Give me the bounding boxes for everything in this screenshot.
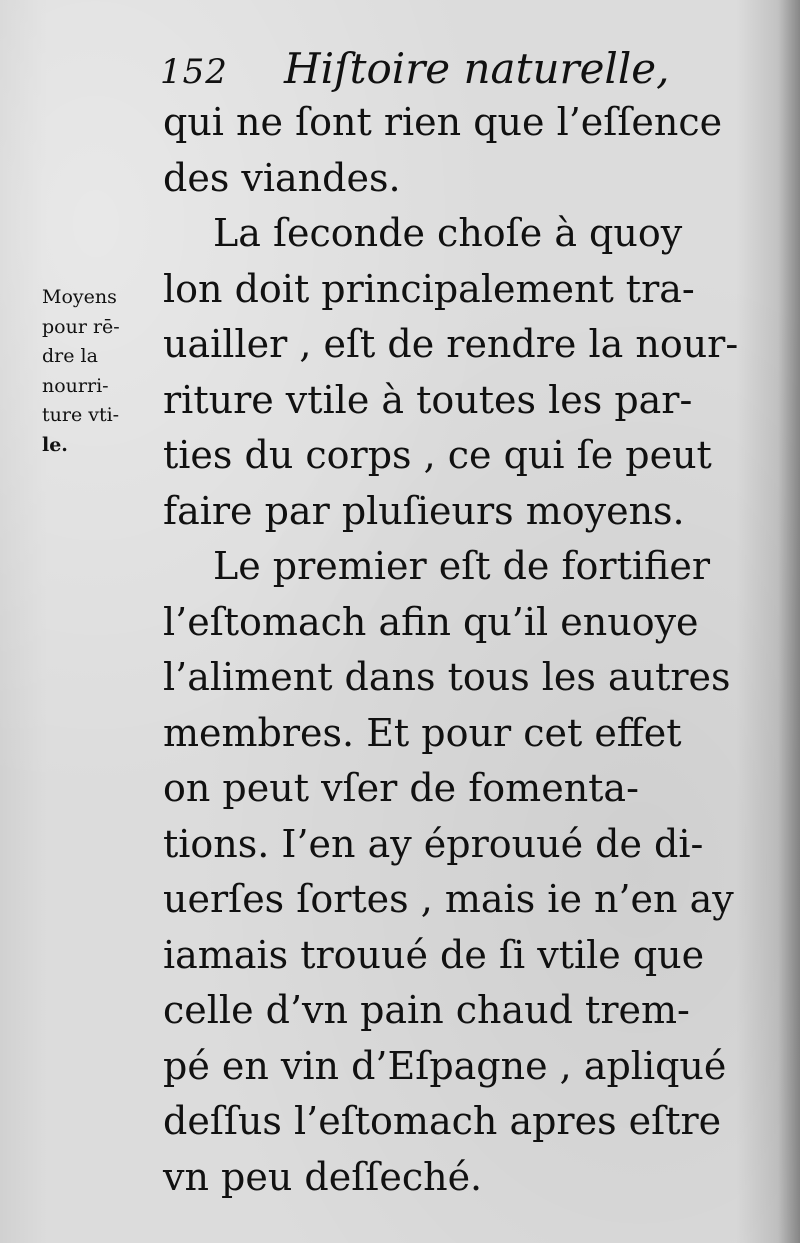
body-text — [163, 95, 739, 1205]
text-line: ties du corps , ce qui ſe peut — [163, 433, 712, 477]
page-edge-shadow — [778, 0, 800, 1243]
margin-note — [42, 283, 157, 460]
text-line: tions. I’en ay éprouué de di- — [163, 821, 704, 866]
margin-note-line: dre la — [42, 345, 98, 367]
text-line: deſſus l’eſtomach apres eſtre — [163, 1099, 722, 1143]
margin-note-line: nourri- — [42, 374, 109, 397]
text-line: Le premier eſt de fortifier — [213, 544, 711, 588]
running-head — [160, 40, 670, 100]
text-line: vn peu deſſeché. — [163, 1154, 483, 1199]
text-line: des viandes. — [163, 155, 401, 200]
text-line: uailler , eſt de rendre la nour- — [163, 322, 739, 366]
text-line: riture vtile à toutes les par- — [163, 377, 693, 422]
text-line: La ſeconde choſe à quoy — [213, 211, 683, 255]
text-line: on peut vſer de fomenta- — [163, 766, 639, 810]
text-line: l’aliment dans tous les autres — [163, 655, 731, 699]
text-line: l’eſtomach afin qu’il enuoye — [163, 599, 699, 644]
margin-note-line: pour rē- — [42, 315, 120, 338]
text-line: iamais trouué de ſi vtile que — [163, 932, 705, 977]
text-line: pé en vin d’Eſpagne , apliqué — [163, 1043, 727, 1088]
margin-note-line: Moyens — [42, 286, 117, 308]
text-line: faire par pluſieurs moyens. — [163, 488, 685, 533]
text-line: lon doit principalement tra- — [163, 266, 695, 311]
text-line: qui ne ſont rien que l’eſſence — [163, 100, 723, 144]
margin-note-line: le. — [42, 433, 68, 456]
text-line: uerſes ſortes , mais ie n’en ay — [163, 877, 734, 921]
text-line: celle d’vn pain chaud trem- — [163, 988, 690, 1032]
margin-note-line: ture vti- — [42, 404, 120, 426]
running-title: Hiſtoire naturelle, — [284, 44, 670, 93]
page-number: 152 — [160, 52, 228, 92]
text-line: membres. Et pour cet effet — [163, 710, 682, 755]
